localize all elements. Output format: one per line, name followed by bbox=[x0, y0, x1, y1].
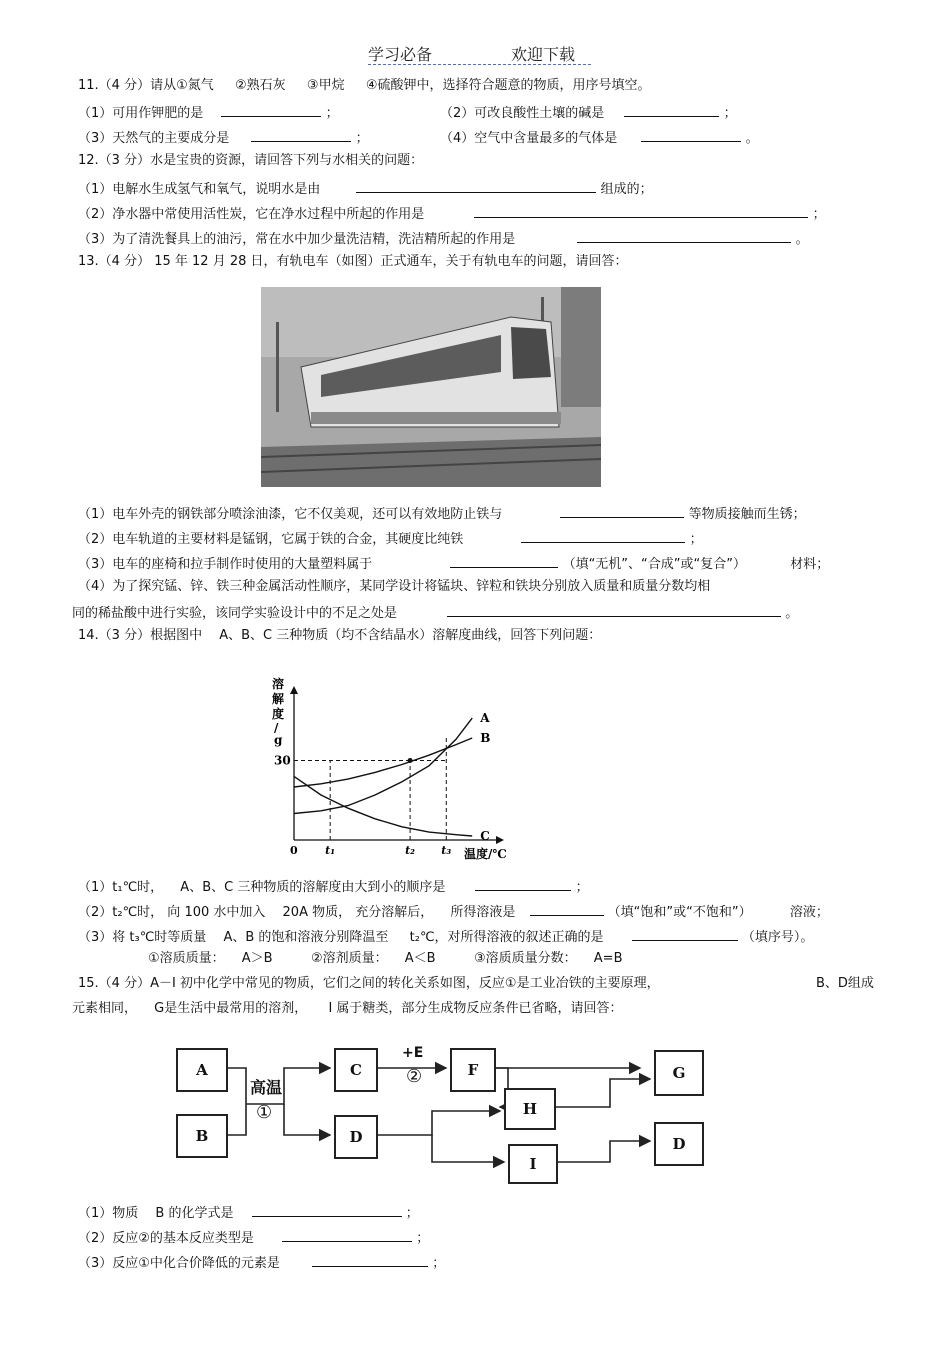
q15-p1-end: ； bbox=[405, 1206, 419, 1221]
q12-p3-text: （3）为了清洗餐具上的油污，常在水中加少量洗洁精，洗洁精所起的作用是 bbox=[78, 232, 516, 247]
condition-plus-e: +E bbox=[402, 1045, 424, 1061]
q12-p1-text: （1）电解水生成氢气和氧气，说明水是由 bbox=[78, 182, 321, 197]
node-c: C bbox=[334, 1048, 378, 1092]
reaction-1-label: ① bbox=[256, 1102, 273, 1123]
ylabel-char-2: 解 bbox=[272, 692, 285, 706]
q13-p4-end: 。 bbox=[785, 606, 799, 621]
ylabel-char-1: 溶 bbox=[272, 677, 285, 691]
q12-part1 bbox=[78, 178, 653, 199]
q13-stem: 13.（4 分） 15 年 12 月 28 日，有轨电车（如图）正式通车，关于有轨电车的问题，请回答： bbox=[78, 254, 628, 269]
header-left: 学习必备 bbox=[368, 45, 433, 64]
q15-p2-blank[interactable] bbox=[282, 1227, 412, 1242]
q11-p1-end: ； bbox=[325, 106, 339, 121]
q13-part4b bbox=[72, 602, 798, 623]
header-right: 欢迎下载 bbox=[511, 45, 576, 64]
q15-p1-text: （1）物质 B 的化学式是 bbox=[78, 1206, 234, 1221]
q11-part2 bbox=[440, 102, 737, 123]
node-i: I bbox=[508, 1144, 558, 1184]
q13-part2 bbox=[78, 528, 703, 549]
x-tick-0: 0 bbox=[290, 844, 298, 857]
q14-p3-blank[interactable] bbox=[632, 926, 738, 941]
q11-p3-blank[interactable] bbox=[251, 127, 351, 142]
q14-p2-blank[interactable] bbox=[530, 901, 604, 916]
series-line-b bbox=[294, 738, 472, 787]
q14-stem: 14.（3 分）根据图中 A、B、C 三种物质（均不含结晶水）溶解度曲线，回答下列问题： bbox=[78, 628, 602, 643]
series-line-a bbox=[294, 718, 472, 813]
header-underline bbox=[368, 64, 591, 65]
x-axis-label: 温度/℃ bbox=[464, 847, 507, 861]
q12-p2-blank[interactable] bbox=[474, 203, 808, 218]
q15-p3-blank[interactable] bbox=[312, 1252, 428, 1267]
q13-p2-blank[interactable] bbox=[521, 528, 685, 543]
intersection-point bbox=[408, 758, 413, 763]
q12-p2-text: （2）净水器中常使用活性炭，它在净水过程中所起的作用是 bbox=[78, 207, 425, 222]
q12-p1-end: 组成的； bbox=[600, 182, 653, 197]
q15-stem-line1-end: B、D组成 bbox=[816, 976, 874, 991]
diagram-connectors bbox=[170, 1038, 710, 1178]
q14-part1 bbox=[78, 876, 589, 897]
q13-part1 bbox=[78, 503, 806, 524]
q15-part2 bbox=[78, 1227, 429, 1248]
q11-stem: 11.（4 分）请从①氮气 ②熟石灰 ③甲烷 ④硫酸钾中，选择符合题意的物质，用序号填空。 bbox=[78, 78, 651, 93]
q14-p1-end: ； bbox=[575, 880, 589, 895]
q11-p4-text: （4）空气中含量最多的气体是 bbox=[440, 131, 618, 146]
q15-p2-end: ； bbox=[416, 1231, 430, 1246]
q14-p1-text: （1）t₁℃时， A、B、C 三种物质的溶解度由大到小的顺序是 bbox=[78, 880, 446, 895]
q12-p3-blank[interactable] bbox=[577, 228, 791, 243]
tram-illustration bbox=[261, 287, 601, 487]
q15-p1-blank[interactable] bbox=[252, 1202, 402, 1217]
node-d-2: D bbox=[654, 1122, 704, 1166]
ylabel-char-4: / bbox=[274, 721, 279, 735]
q13-p1-text: （1）电车外壳的钢铁部分喷涂油漆，它不仅美观，还可以有效地防止铁与 bbox=[78, 507, 503, 522]
q15-stem-line2: 元素相同， G是生活中最常用的溶剂， I 属于糖类，部分生成物反应条件已省略，请回答： bbox=[72, 1001, 623, 1016]
q15-stem-line1: 15.（4 分）A－I 初中化学中常见的物质，它们之间的转化关系如图，反应①是工业冶铁的主要原理， bbox=[78, 976, 660, 991]
q15-part1 bbox=[78, 1202, 419, 1223]
x-axis-arrow bbox=[496, 836, 504, 844]
y-axis-arrow bbox=[290, 686, 298, 694]
q12-part2 bbox=[78, 203, 826, 224]
q11-p4-end: 。 bbox=[745, 131, 759, 146]
q11-p3-end: ； bbox=[355, 131, 369, 146]
ylabel-char-3: 度 bbox=[272, 707, 285, 721]
q14-p3-end: （填序号）。 bbox=[741, 930, 814, 945]
reaction-diagram bbox=[170, 1038, 710, 1178]
q12-part3 bbox=[78, 228, 809, 249]
q14-p1-blank[interactable] bbox=[475, 876, 571, 891]
q13-part3 bbox=[78, 553, 829, 574]
condition-high-temp: 高温 bbox=[250, 1078, 283, 1097]
y-axis-label bbox=[272, 676, 288, 747]
q13-part4a: （4）为了探究锰、锌、铁三种金属活动性顺序，某同学设计将锰块、锌粒和铁块分别放入质量和质量分数均相 bbox=[78, 579, 711, 594]
q13-p1-end: 等物质接触而生锈； bbox=[688, 507, 806, 522]
node-g: G bbox=[654, 1050, 704, 1096]
q14-options: ①溶质质量： A＞B ②溶剂质量： A＜B ③溶质质量分数： A=B bbox=[148, 951, 623, 966]
q15-p3-end: ； bbox=[432, 1256, 446, 1271]
q11-p1-text: （1）可用作钾肥的是 bbox=[78, 106, 204, 121]
q14-p2-end: 溶液； bbox=[789, 905, 829, 920]
x-tick-3: t₃ bbox=[441, 844, 452, 857]
q13-p3-end: 材料； bbox=[790, 557, 830, 572]
q13-p1-blank[interactable] bbox=[560, 503, 684, 518]
series-label-c: C bbox=[480, 829, 490, 844]
solubility-chart bbox=[262, 668, 522, 868]
q13-p3-mid: （填“无机”、“合成”或“复合”） bbox=[562, 557, 746, 572]
q14-part2 bbox=[78, 901, 829, 922]
q14-p3-text: （3）将 t₃℃时等质量 A、B 的饱和溶液分别降温至 t₂℃，对所得溶液的叙述正确的是 bbox=[78, 930, 604, 945]
y-tick-30: 30 bbox=[274, 753, 291, 768]
q14-p2-text: （2）t₂℃时， 向 100 水中加入 20A 物质， 充分溶解后， 所得溶液是 bbox=[78, 905, 516, 920]
q13-p3-text: （3）电车的座椅和拉手制作时使用的大量塑料属于 bbox=[78, 557, 373, 572]
q15-p2-text: （2）反应②的基本反应类型是 bbox=[78, 1231, 254, 1246]
q14-p2-mid: （填“饱和”或“不饱和”） bbox=[607, 905, 752, 920]
q14-part3 bbox=[78, 926, 813, 947]
x-tick-1: t₁ bbox=[325, 844, 336, 857]
series-line-c bbox=[294, 776, 472, 836]
series-label-b: B bbox=[480, 730, 491, 745]
q11-p3-text: （3）天然气的主要成分是 bbox=[78, 131, 230, 146]
q15-part3 bbox=[78, 1252, 445, 1273]
q12-p1-blank[interactable] bbox=[356, 178, 596, 193]
node-d: D bbox=[334, 1115, 378, 1159]
q11-p2-end: ； bbox=[723, 106, 737, 121]
q12-p3-end: 。 bbox=[795, 232, 809, 247]
node-f: F bbox=[450, 1048, 496, 1092]
q11-part3 bbox=[78, 127, 369, 148]
q13-p2-end: ； bbox=[689, 532, 703, 547]
tram-photo bbox=[261, 287, 601, 487]
q13-p4-blank[interactable] bbox=[447, 602, 781, 617]
q13-p2-text: （2）电车轨道的主要材料是锰钢，它属于铁的合金，其硬度比纯铁 bbox=[78, 532, 464, 547]
q15-p3-text: （3）反应①中化合价降低的元素是 bbox=[78, 1256, 280, 1271]
q11-p1-blank[interactable] bbox=[221, 102, 321, 117]
q13-p3-blank[interactable] bbox=[450, 553, 558, 568]
x-tick-2: t₂ bbox=[405, 844, 416, 857]
q11-p2-text: （2）可改良酸性土壤的碱是 bbox=[440, 106, 605, 121]
q12-stem: 12.（3 分）水是宝贵的资源，请回答下列与水相关的问题： bbox=[78, 153, 424, 168]
ylabel-char-5: g bbox=[274, 733, 283, 747]
q12-p2-end: ； bbox=[812, 207, 826, 222]
node-a: A bbox=[176, 1048, 228, 1092]
node-b: B bbox=[176, 1114, 228, 1158]
series-label-a: A bbox=[480, 711, 490, 726]
q11-part1 bbox=[78, 102, 339, 123]
q11-p4-blank[interactable] bbox=[641, 127, 741, 142]
q11-part4 bbox=[440, 127, 759, 148]
q13-p4b-text: 同的稀盐酸中进行实验，该同学实验设计中的不足之处是 bbox=[72, 606, 398, 621]
node-h: H bbox=[504, 1088, 556, 1130]
q11-p2-blank[interactable] bbox=[624, 102, 719, 117]
reaction-2-label: ② bbox=[406, 1066, 423, 1087]
